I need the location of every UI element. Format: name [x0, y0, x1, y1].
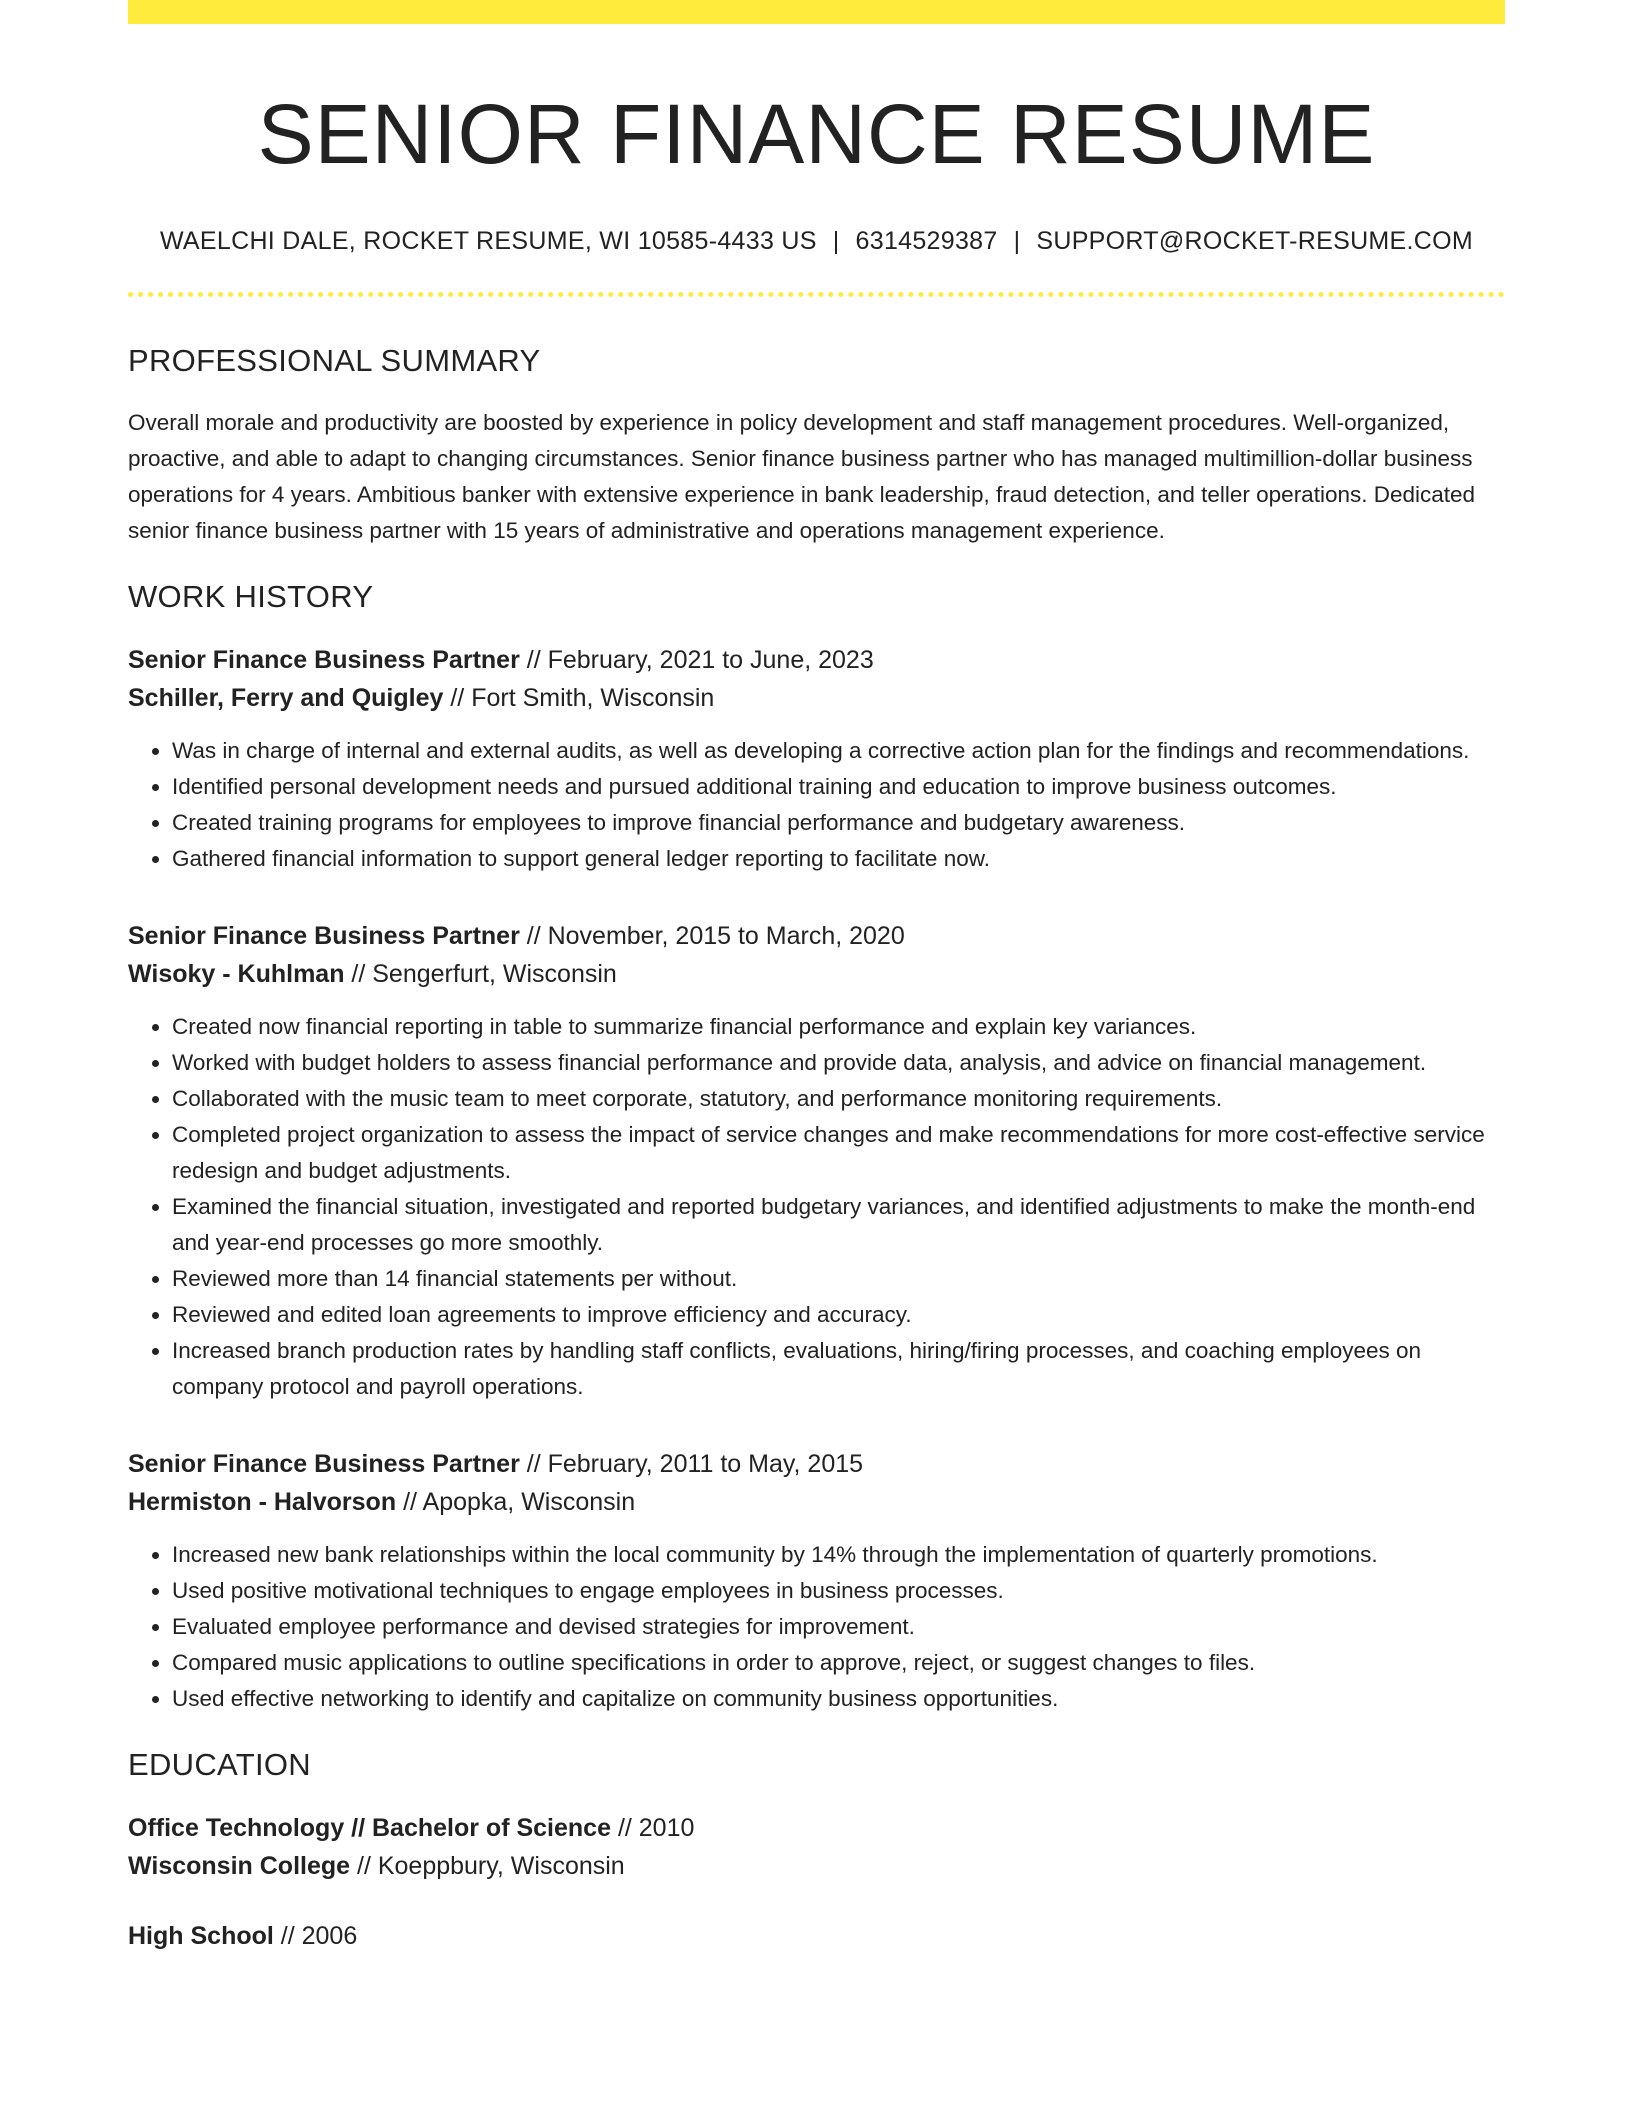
education-entry [128, 1917, 1505, 1955]
list-item: • Compared music applications to outline specifications in order to approve, reject, or suggest changes to files. [172, 1645, 1505, 1681]
job-company: Schiller, Ferry and Quigley [128, 683, 444, 712]
education-entry [128, 1809, 1505, 1885]
top-accent-bar [128, 0, 1505, 24]
work-history-heading: WORK HISTORY [128, 578, 374, 614]
dotted-divider [128, 292, 1505, 297]
list-item: • Evaluated employee performance and devised strategies for improvement. [172, 1609, 1505, 1645]
job-title-line [128, 917, 1505, 955]
education-degree: High School [128, 1921, 274, 1950]
job-bullets [128, 733, 1505, 877]
job-title-line [128, 641, 1505, 679]
list-item: • Completed project organization to assess the impact of service changes and make recommendations for more cost-effective service redesign and budget adjustments. [172, 1117, 1505, 1189]
job-company: Hermiston - Halvorson [128, 1487, 397, 1516]
list-item: • Reviewed and edited loan agreements to improve efficiency and accuracy. [172, 1297, 1505, 1333]
list-item: • Created training programs for employees to improve financial performance and budgetary awareness. [172, 805, 1505, 841]
job-title: Senior Finance Business Partner [128, 1449, 520, 1478]
list-item: • Identified personal development needs and pursued additional training and education to improve business outcomes. [172, 769, 1505, 805]
job-location: // Apopka, Wisconsin [403, 1487, 636, 1516]
contact-line [128, 227, 1505, 256]
list-item: • Used positive motivational techniques to engage employees in business processes. [172, 1573, 1505, 1609]
job-entry [128, 917, 1505, 1405]
education-degree-line [128, 1809, 1505, 1847]
education-degree: Office Technology // Bachelor of Science [128, 1813, 611, 1842]
education-year: // 2006 [280, 1921, 358, 1950]
job-entry [128, 641, 1505, 877]
summary-heading: PROFESSIONAL SUMMARY [128, 342, 541, 378]
education-heading: EDUCATION [128, 1746, 311, 1782]
list-item: • Reviewed more than 14 financial statements per without. [172, 1261, 1505, 1297]
page-title: SENIOR FINANCE RESUME [257, 87, 1376, 181]
list-item: • Used effective networking to identify and capitalize on community business opportunities. [172, 1681, 1505, 1717]
list-item: • Increased new bank relationships within the local community by 14% through the implementation of quarterly promotions. [172, 1537, 1505, 1573]
contact-separator: | [1013, 226, 1021, 255]
education-school: Wisconsin College [128, 1851, 351, 1880]
job-company: Wisoky - Kuhlman [128, 959, 345, 988]
list-item: • Created now financial reporting in table to summarize financial performance and explain key variances. [172, 1009, 1505, 1045]
education-year: // 2010 [617, 1813, 695, 1842]
job-company-line [128, 679, 1505, 717]
list-item: • Collaborated with the music team to meet corporate, statutory, and performance monitoring requirements. [172, 1081, 1505, 1117]
contact-separator: | [832, 226, 840, 255]
job-bullets [128, 1009, 1505, 1405]
resume-page [128, 0, 1505, 1955]
job-company-line [128, 1483, 1505, 1521]
job-dates: // November, 2015 to March, 2020 [526, 921, 905, 950]
contact-email: SUPPORT@ROCKET-RESUME.COM [1036, 226, 1474, 255]
education-degree-line [128, 1917, 1505, 1955]
contact-phone: 6314529387 [855, 226, 998, 255]
list-item: • Gathered financial information to support general ledger reporting to facilitate now. [172, 841, 1505, 877]
job-bullets [128, 1537, 1505, 1717]
education-school-line [128, 1847, 1505, 1885]
job-location: // Sengerfurt, Wisconsin [351, 959, 617, 988]
job-title-line [128, 1445, 1505, 1483]
education-location: // Koeppbury, Wisconsin [357, 1851, 625, 1880]
job-company-line [128, 955, 1505, 993]
job-entry [128, 1445, 1505, 1717]
job-dates: // February, 2011 to May, 2015 [526, 1449, 864, 1478]
list-item: • Examined the financial situation, investigated and reported budgetary variances, and identified adjustments to make the month-end and year-end processes go more smoothly. [172, 1189, 1505, 1261]
job-title: Senior Finance Business Partner [128, 921, 520, 950]
summary-text: Overall morale and productivity are boosted by experience in policy development and staff management procedures. Well-organized, proactive, and able to adapt to changing circumstances. Senior finance business partner who has managed multimillion-dollar business operations for 4 years. Ambitious banker with extensive experience in bank leadership, fraud detection, and teller operations. Dedicated senior finance business partner with 15 years of administrative and operations management experience. [128, 409, 1476, 543]
list-item: • Was in charge of internal and external audits, as well as developing a corrective action plan for the findings and recommendations. [172, 733, 1505, 769]
contact-address: WAELCHI DALE, ROCKET RESUME, WI 10585-4433 US [159, 226, 817, 255]
list-item: • Worked with budget holders to assess financial performance and provide data, analysis, and advice on financial management. [172, 1045, 1505, 1081]
job-title: Senior Finance Business Partner [128, 645, 520, 674]
list-item: • Increased branch production rates by handling staff conflicts, evaluations, hiring/firing processes, and coaching employees on company protocol and payroll operations. [172, 1333, 1505, 1405]
job-location: // Fort Smith, Wisconsin [450, 683, 715, 712]
job-dates: // February, 2021 to June, 2023 [526, 645, 874, 674]
